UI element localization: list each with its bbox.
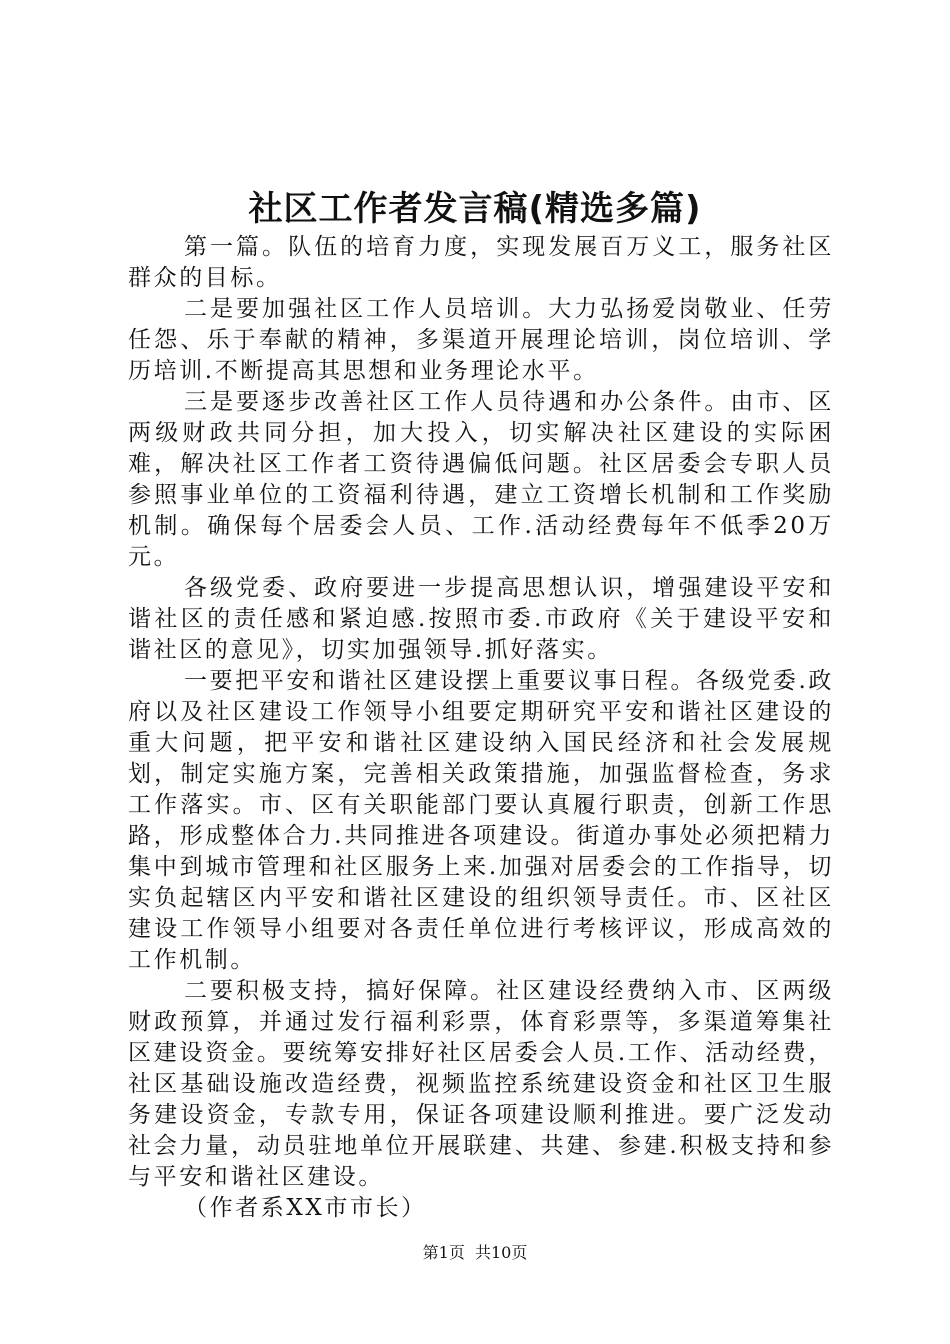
paragraph: 三是要逐步改善社区工作人员待遇和办公条件。由市、区两级财政共同分担，加大投入，切实解决社区建设的实际困难，解决社区工作者工资待遇偏低问题。社区居委会专职人员参照事业单位的工资福利待遇，建立工资增长机制和工作奖励机制。确保每个居委会人员、工作.活动经费每年不低季20万元。 — [128, 389, 834, 570]
paragraph: 二要积极支持，搞好保障。社区建设经费纳入市、区两级财政预算，并通过发行福利彩票，体育彩票等，多渠道筹集社区建设资金。要统筹安排好社区居委会人员.工作、活动经费，社区基础设施改造经费，视频监控系统建设资金和社区卫生服务建设资金，专款专用，保证各项建设顺利推进。要广泛发动社会力量，动员驻地单位开展联建、共建、参建.积极支持和参与平安和谐社区建设。 — [128, 978, 834, 1190]
author-note: （作者系XX市市长） — [184, 1195, 427, 1221]
paragraph: 第一篇。队伍的培育力度，实现发展百万义工，服务社区群众的目标。 — [128, 234, 834, 291]
paragraph: 二是要加强社区工作人员培训。大力弘扬爱岗敬业、任劳任怨、乐于奉献的精神，多渠道开展理论培训，岗位培训、学历培训.不断提高其思想和业务理论水平。 — [128, 296, 834, 384]
page-footer — [0, 1242, 950, 1264]
document-title: 社区工作者发言稿(精选多篇) — [248, 189, 702, 229]
paragraph: 各级党委、政府要进一步提高思想认识，增强建设平安和谐社区的责任感和紧迫感.按照市委.市政府《关于建设平安和谐社区的意见》，切实加强领导.抓好落实。 — [128, 575, 834, 663]
paragraph: 一要把平安和谐社区建设摆上重要议事日程。各级党委.政府以及社区建设工作领导小组要定期研究平安和谐社区建设的重大问题，把平安和谐社区建设纳入国民经济和社会发展规划，制定实施方案，完善相关政策措施，加强监督检查，务求工作落实。市、区有关职能部门要认真履行职责，创新工作思路，形成整体合力.共同推进各项建设。街道办事处必须把精力集中到城市管理和社区服务上来.加强对居委会的工作指导，切实负起辖区内平安和谐社区建设的组织领导责任。市、区社区建设工作领导小组要对各责任单位进行考核评议，形成高效的工作机制。 — [128, 668, 834, 973]
document-body — [128, 232, 834, 1224]
page-number: 第1页 共10页 — [422, 1243, 528, 1262]
